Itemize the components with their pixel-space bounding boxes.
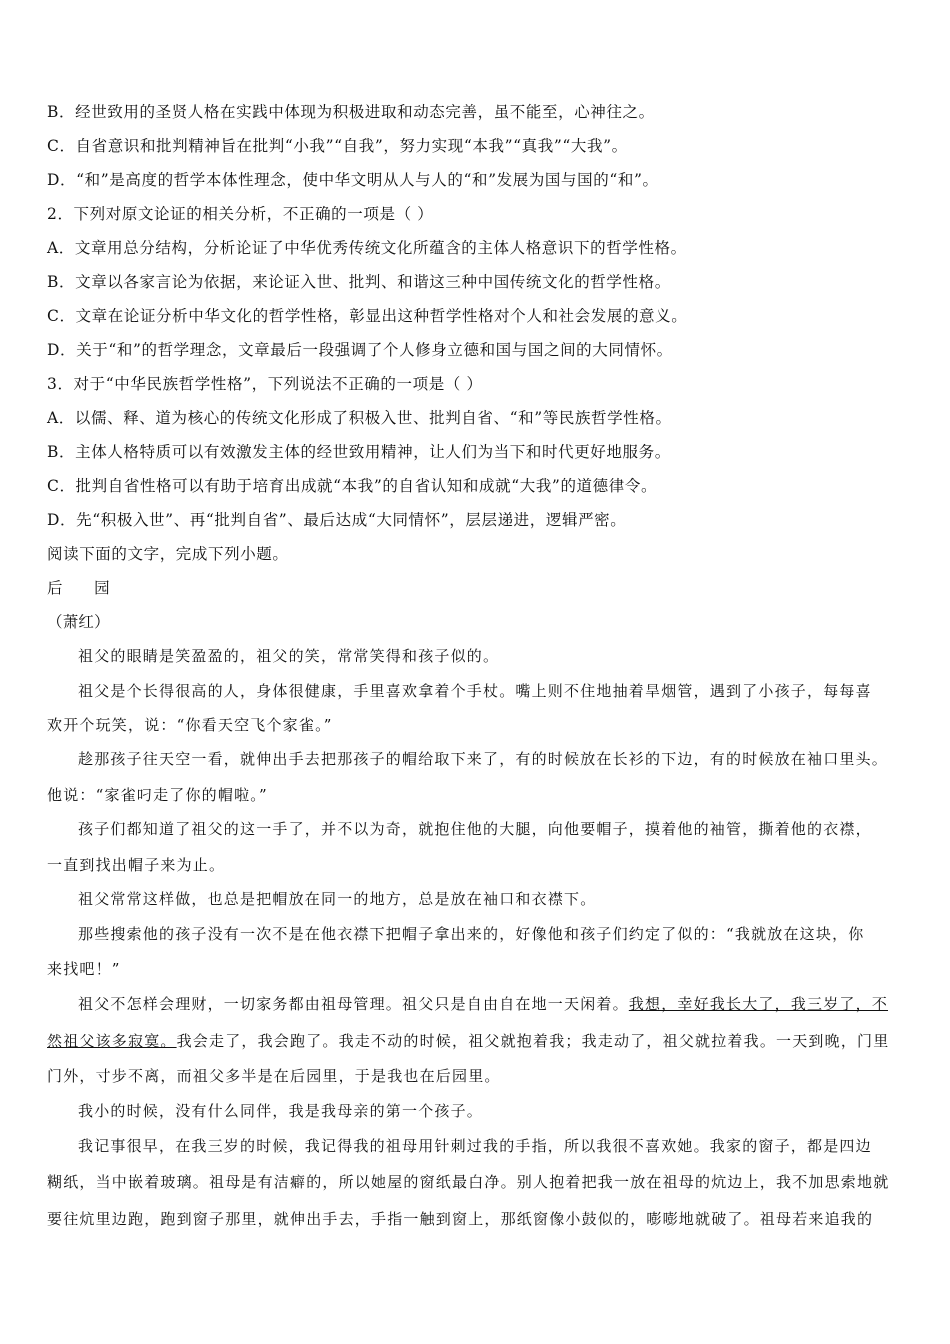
option-q3-c: C．批判自省性格可以有助于培育出成就“本我”的自省认知和成就“大我”的道德律令。 [47,477,658,495]
story-line: 祖父的眼睛是笑盈盈的，祖父的笑，常常笑得和孩子似的。 [78,647,500,665]
option-q3-b: B．主体人格特质可以有效激发主体的经世致用精神，让人们为当下和时代更好地服务。 [47,443,671,461]
question-2-stem: 2．下列对原文论证的相关分析，不正确的一项是（ ） [47,205,434,223]
story-line: 糊纸，当中嵌着玻璃。祖母是有洁癖的，所以她屋的窗纸最白净。别人抱着把我一放在祖母的炕边上，我不加思索地就 [47,1173,890,1191]
story-author: （萧红） [47,613,110,631]
story-line: 我小的时候，没有什么同伴，我是我母亲的第一个孩子。 [78,1102,484,1120]
story-line [47,1030,907,1052]
story-line: 门外，寸步不离，而祖父多半是在后园里，于是我也在后园里。 [47,1067,501,1085]
story-text: 我会走了，我会跑了。我走不动的时候，祖父就抱着我；我走动了，祖父就拉着我。一天到晚，门里 [176,1032,890,1050]
option-q1-d: D．“和”是高度的哲学本体性理念，使中华文明从人与人的“和”发展为国与国的“和”。 [47,171,659,189]
story-line: 一直到找出帽子来为止。 [47,856,226,874]
story-line: 我记事很早，在我三岁的时候，我记得我的祖母用针刺过我的手指，所以我很不喜欢她。我家的窗子，都是四边 [78,1137,872,1155]
story-line: 孩子们都知道了祖父的这一手了，并不以为奇，就抱住他的大腿，向他要帽子，摸着他的袖管，撕着他的衣襟， [78,820,872,838]
story-line: 祖父常常这样做，也总是把帽放在同一的地方，总是放在袖口和衣襟下。 [78,890,597,908]
story-line: 祖父是个长得很高的人，身体很健康，手里喜欢拿着个手杖。嘴上则不住地抽着旱烟管，遇到了小孩子，每每喜 [78,682,872,700]
option-q3-a: A．以儒、释、道为核心的传统文化形成了积极入世、批判自省、“和”等民族哲学性格。 [47,409,672,427]
underlined-sentence: 然祖父该多寂寞。 [47,1032,177,1050]
option-q2-b: B．文章以各家言论为依据，来论证入世、批判、和谐这三种中国传统文化的哲学性格。 [47,273,671,291]
story-line: 那些搜索他的孩子没有一次不是在他衣襟下把帽子拿出来的，好像他和孩子们约定了似的：“我就放在这块，你 [78,925,865,943]
option-q1-c: C．自省意识和批判精神旨在批判“小我”“自我”，努力实现“本我”“真我”“大我”。 [47,137,628,155]
story-title: 后 园 [47,579,110,597]
story-line: 欢开个玩笑，说：“你看天空飞个家雀。” [47,716,333,734]
story-line: 要往炕里边跑，跑到窗子那里，就伸出手去，手指一触到窗上，那纸窗像小鼓似的，嘭嘭地就破了。祖母若来追我的 [47,1210,874,1228]
underlined-sentence: 我想，幸好我长大了，我三岁了，不 [628,995,889,1013]
option-q2-d: D．关于“和”的哲学理念，文章最后一段强调了个人修身立德和国与国之间的大同情怀。 [47,341,673,359]
option-q2-c: C．文章在论证分析中华文化的哲学性格，彰显出这种哲学性格对个人和社会发展的意义。 [47,307,688,325]
option-q1-b: B．经世致用的圣贤人格在实践中体现为积极进取和动态完善，虽不能至，心神往之。 [47,103,655,121]
reading-instruction: 阅读下面的文字，完成下列小题。 [47,545,289,563]
story-line: 他说：“家雀叼走了你的帽啦。” [47,786,268,804]
story-line [78,993,908,1015]
question-3-stem: 3．对于“中华民族哲学性格”，下列说法不正确的一项是（ ） [47,375,483,393]
option-q2-a: A．文章用总分结构，分析论证了中华优秀传统文化所蕴含的主体人格意识下的哲学性格。 [47,239,687,257]
story-line: 来找吧！” [47,960,121,978]
option-q3-d: D．先“积极入世”、再“批判自省”、最后达成“大同情怀”，层层递进，逻辑严密。 [47,511,627,529]
story-line: 趁那孩子往天空一看，就伸出手去把那孩子的帽给取下来了，有的时候放在长衫的下边，有的时候放在袖口里头。 [78,750,889,768]
story-text: 祖父不怎样会理财，一切家务都由祖母管理。祖父只是自由自在地一天闲着。 [78,995,629,1013]
